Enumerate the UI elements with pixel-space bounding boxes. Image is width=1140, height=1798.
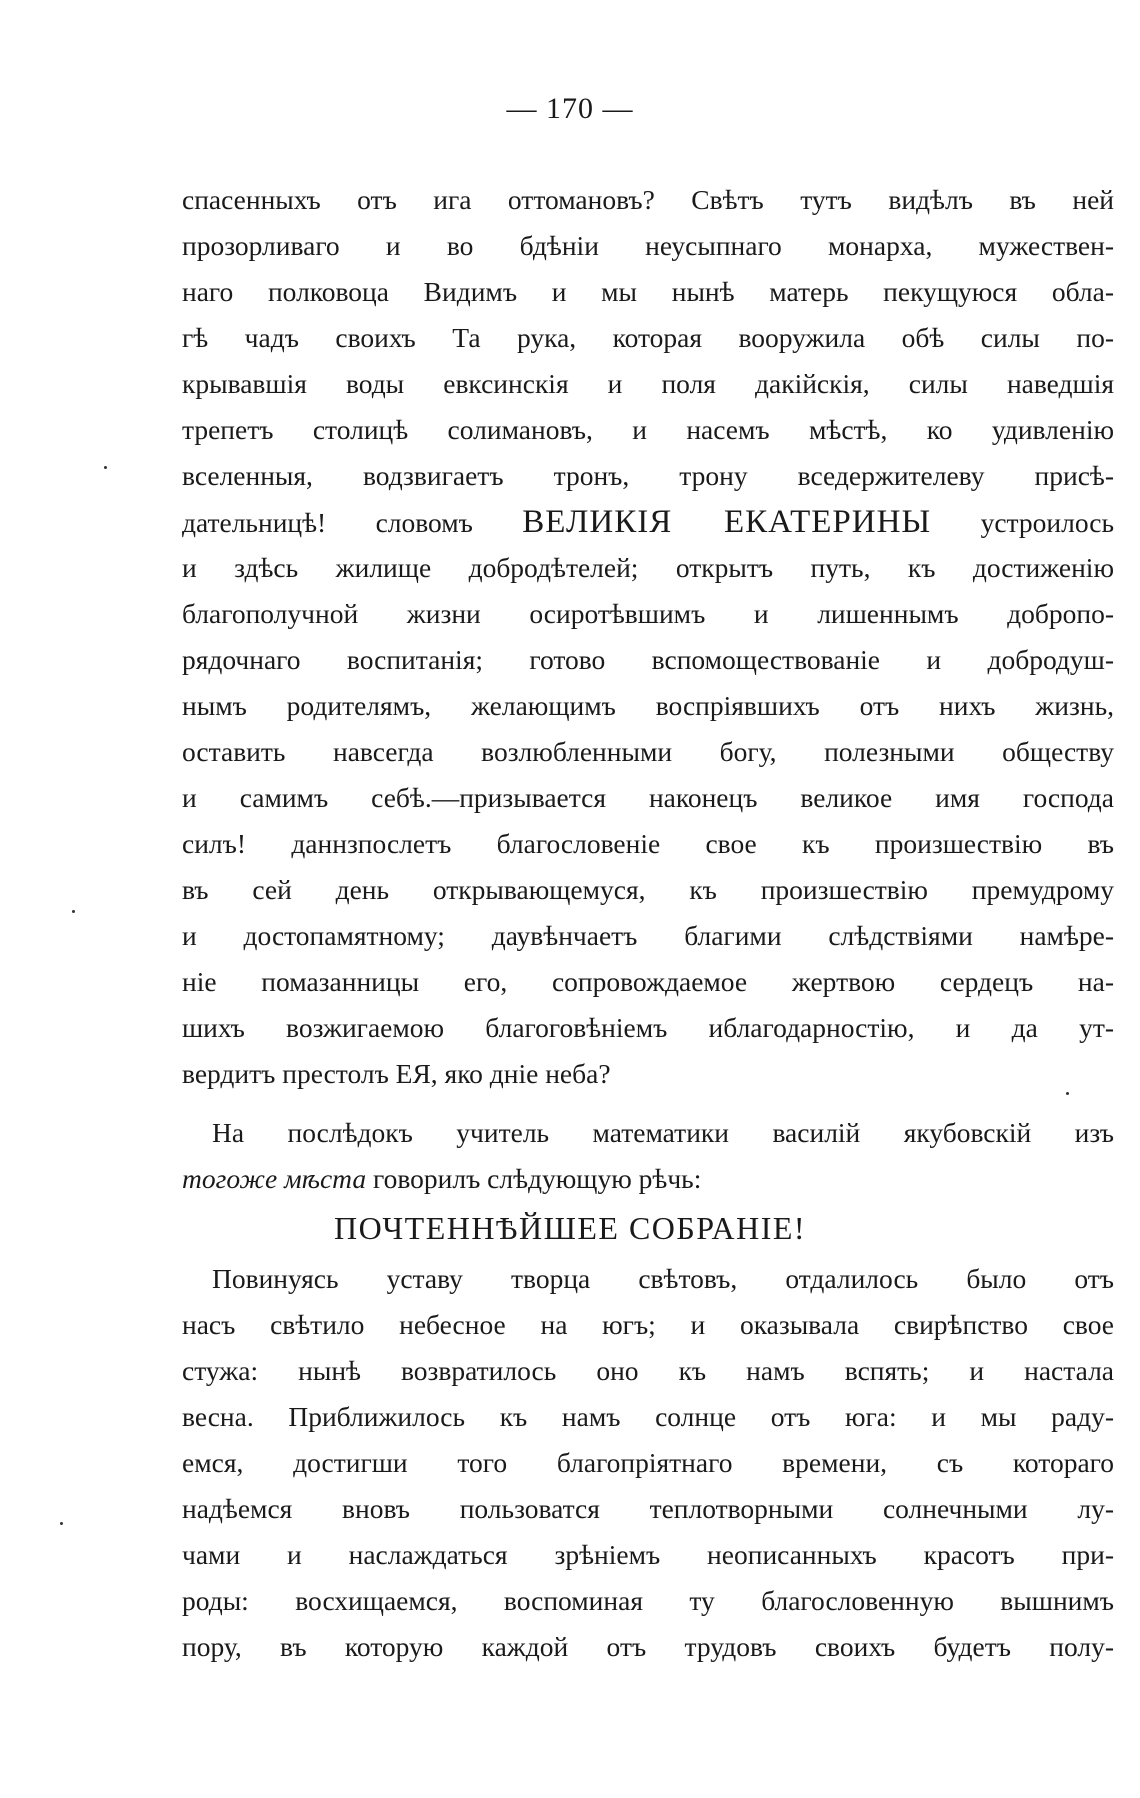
text-line: емся, достигши того благопрiятнаго времени, съ котораго <box>182 1447 1114 1478</box>
text-line-with-italic <box>182 1156 1114 1202</box>
text-line: и самимъ себѣ.—призывается наконецъ великое имя господа <box>182 782 1114 813</box>
paragraph-2 <box>182 1110 1114 1202</box>
text-line: весна. Приближилось къ намъ солнце отъ юга: и мы раду- <box>182 1401 1114 1432</box>
text-line: чами и наслаждаться зрѣнiемъ неописанныхъ красотъ при- <box>182 1539 1114 1570</box>
text-line: прозорливаго и во бдѣнiи неусыпнаго монарха, мужествен- <box>182 230 1114 261</box>
text-line: въ сей день открывающемуся, къ произшествiю премудрому <box>182 874 1114 905</box>
text-line: насъ свѣтило небесное на югъ; и оказывала свирѣпство свое <box>182 1309 1114 1340</box>
text-line: стужа: нынѣ возвратилось оно къ намъ вспять; и настала <box>182 1355 1114 1386</box>
paragraph-1 <box>182 177 1114 1097</box>
print-speck <box>1066 1092 1069 1095</box>
text-line: оставить навсегда возлюбленными богу, полезными обществу <box>182 736 1114 767</box>
text-line: На послѣдокъ учитель математики василiй якубовскiй изъ <box>212 1117 1114 1148</box>
text-line: крывавшiя воды евксинскiя и поля дакiйскiя, силы наведшiя <box>182 368 1114 399</box>
text-line: силъ! даннзпослетъ благословенiе свое къ произшествiю въ <box>182 828 1114 859</box>
text-segment: устроилось <box>980 507 1115 538</box>
print-speck <box>104 466 107 469</box>
text-line: гѣ чадъ своихъ Та рука, которая вооружила обѣ силы по- <box>182 322 1114 353</box>
paragraph-3 <box>182 1256 1114 1670</box>
text-line: нымъ родителямъ, желающимъ воспрiявшихъ отъ нихъ жизнь, <box>182 690 1114 721</box>
print-speck <box>60 1522 63 1525</box>
text-line-with-name <box>182 499 1114 545</box>
text-segment: дательницѣ! словомъ <box>182 507 473 538</box>
text-line: роды: восхищаемся, воспоминая ту благословенную вышнимъ <box>182 1585 1114 1616</box>
text-line: вердитъ престолъ ЕЯ, яко днiе неба? <box>182 1058 611 1089</box>
text-line: благополучной жизни осиротѣвшимъ и лишеннымъ добропо- <box>182 598 1114 629</box>
text-line: шихъ возжигаемою благоговѣнiемъ иблагодарностiю, и да ут- <box>182 1012 1114 1043</box>
italic-phrase: тогожe мѣста <box>182 1163 367 1194</box>
empress-name: ВЕЛИКIЯ ЕКАТЕРИНЫ <box>522 504 932 540</box>
text-line: пору, въ которую каждой отъ трудовъ своихъ будетъ полу- <box>182 1631 1114 1662</box>
text-line: трепетъ столицѣ солимановъ, и насемъ мѣстѣ, ко удивленiю <box>182 414 1114 445</box>
text-line: спасенныхъ отъ ига оттомановъ? Свѣтъ тутъ видѣлъ въ ней <box>182 184 1114 215</box>
text-line: нiе помазанницы его, сопровождаемое жертвою сердецъ на- <box>182 966 1114 997</box>
text-line: вселенныя, водзвигаетъ тронъ, трону вседержителеву присѣ- <box>182 460 1114 491</box>
text-line: надѣемся вновъ пользоватся теплотворными солнечными лу- <box>182 1493 1114 1524</box>
text-line: и здѣсь жилище добродѣтелей; открытъ путь, къ достиженiю <box>182 552 1114 583</box>
page-number: — 170 — <box>506 92 634 125</box>
text-segment: говорилъ слѣдующую рѣчь: <box>372 1163 702 1194</box>
print-speck <box>72 910 75 913</box>
text-line: рядочнаго воспитанiя; готово вспомоществованiе и добродуш- <box>182 644 1114 675</box>
text-line: наго полковоца Видимъ и мы нынѣ матерь пекущуюся обла- <box>182 276 1114 307</box>
text-line: Повинуясь уставу творца свѣтовъ, отдалилось было отъ <box>212 1263 1114 1294</box>
text-line: и достопамятному; даувѣнчаетъ благими слѣдствiями намѣре- <box>182 920 1114 951</box>
section-heading: ПОЧТЕННѢЙШЕЕ СОБРАНIЕ! <box>333 1210 807 1246</box>
